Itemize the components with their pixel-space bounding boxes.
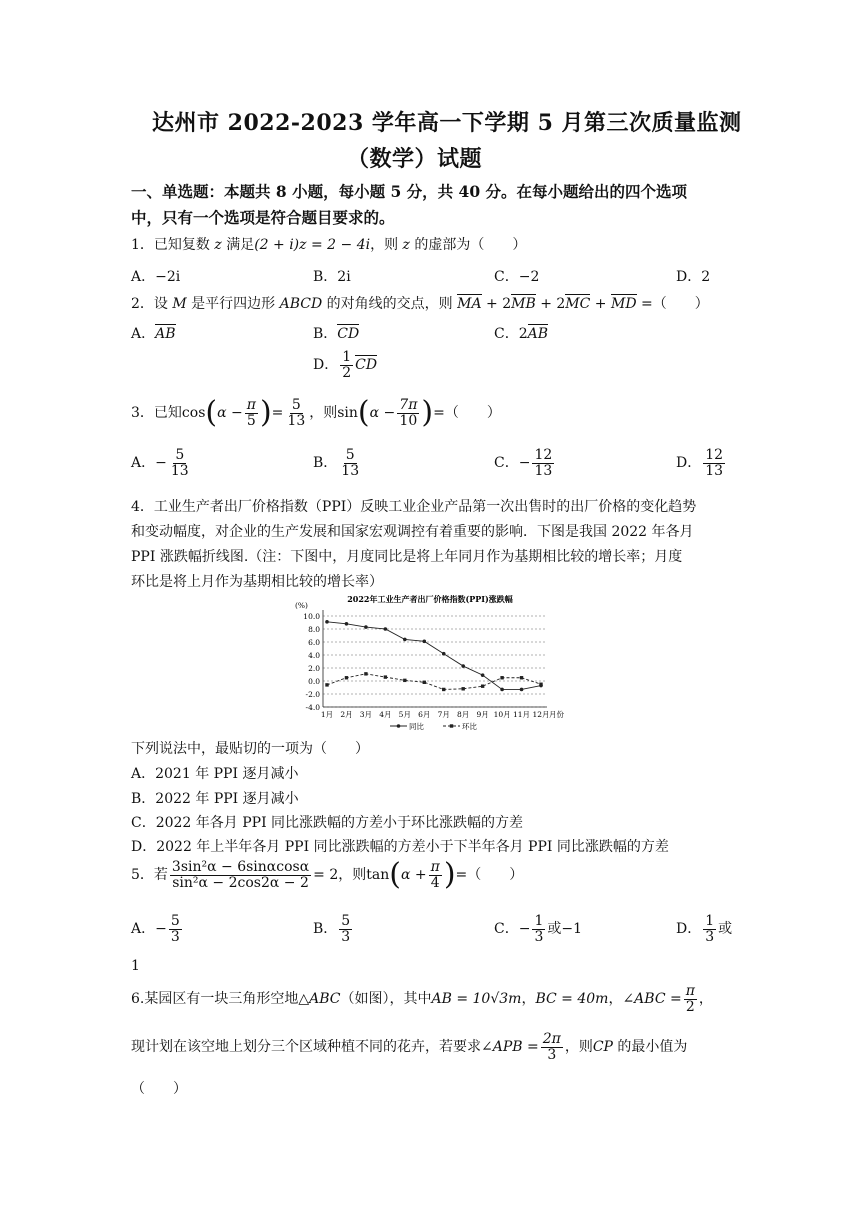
q6-comma-2: ， [608,991,623,1008]
q1-option-c: C．−2 [494,269,540,285]
question-5-stem [131,857,524,893]
q2-opt-b-label: B． [313,326,338,342]
chart-point-yoy [422,640,426,644]
chart-x-tick-label: 6月 [418,710,431,719]
q4-option-a: A．2021 年 PPI 逐月减小 [131,766,299,782]
q2-text-b: 是平行四边形 [186,296,280,312]
q5-opt-c-tail: 或−1 [547,921,583,938]
q5-opt-a-frac [169,914,182,944]
q3-paren-open: ( [205,395,218,431]
chart-x-axis-label: 月份 [549,710,564,719]
q2-var-abcd: ABCD [279,296,323,312]
q6-two: 2 [685,998,695,1015]
q3-seven-pi: 7π [399,397,418,413]
chart-x-tick-label: 5月 [398,710,411,719]
q5-opt-c-frac [532,914,545,944]
chart-point-mom [403,679,406,682]
q5-option-b [313,914,354,944]
q5-opt-a-num: 5 [170,913,180,929]
q1-option-b: B．2i [313,269,351,285]
chart-y-tick-label: 8.0 [308,625,320,634]
q2-opt-a-label: A． [131,326,156,342]
q3-five: 5 [246,412,256,429]
q3-frac-7pi-10 [397,398,419,428]
q6-text-c: 现计划在该空地上划分三个区域种植不同的花卉，若要求 [131,1039,481,1056]
q2-plus-2b: + 2 [535,296,566,312]
question-2-stem [131,293,709,313]
chart-legend-marker-yoy [397,724,401,728]
q3-text-a: 3．已知 [131,405,182,422]
chart-point-yoy [461,664,465,668]
chart-point-mom [481,685,484,688]
q2-text-a: 2．设 [131,296,173,312]
q3-frac-pi-5 [245,398,258,428]
q6-two-pi: 2π [542,1031,561,1047]
q6-cp: CP [592,1039,613,1056]
q3-opt-a-frac [169,448,191,478]
q3-alpha-1: α − [217,405,243,422]
chart-legend-marker-mom [450,724,453,727]
q6-comma-1: ， [521,991,536,1008]
chart-point-yoy [500,688,504,692]
q1-var-z2: z [402,237,410,253]
chart-legend-label-mom: 环比 [462,722,477,731]
q3-paren-close: ) [259,395,272,431]
question-6-line-3: （ ） [131,1081,187,1097]
q3-option-d [676,448,727,478]
chart-x-tick-label: 1月 [320,710,334,719]
q1-text-a: 1．已知复数 [131,237,215,253]
q2-option-b [313,323,359,343]
q3-opt-b-label: B． [313,455,338,472]
q3-opt-a-den: 13 [170,462,189,479]
q1-var-z: z [214,237,222,253]
q3-ten: 10 [399,412,418,429]
chart-x-tick-label: 11月 [513,710,531,719]
q3-opt-b-num: 5 [345,447,355,463]
chart-point-mom [423,681,426,684]
q1-text-c: ，则 [370,237,403,253]
q3-opt-d-frac [703,448,725,478]
q2-option-c [494,323,548,343]
q3-paren-open-2: ( [357,395,370,431]
q3-opt-a-sign: − [155,455,167,472]
chart-point-yoy [384,627,388,631]
q2-opt-d-frac [340,350,353,380]
q4-option-d: D．2022 年上半年各月 PPI 同比涨跌幅的方差小于下半年各月 PPI 同比涨跌幅的方差 [131,839,669,855]
q3-cos: cos [181,405,206,422]
section-heading-line-1: 一、单选题：本题共 8 小题，每小题 5 分，共 40 分。在每小题给出的四个选项 [131,182,688,201]
chart-point-mom [520,676,523,679]
chart-point-mom [461,687,464,690]
chart-x-tick-label: 3月 [359,710,373,719]
q5-opt-c-sign: − [518,921,531,938]
chart-point-mom [442,688,445,691]
q3-text-b: ，则 [309,405,338,422]
q1-option-a: A．−2i [131,269,181,285]
chart-point-mom [384,675,387,678]
q3-sin: sin [337,405,358,422]
q5-opt-b-den: 3 [341,928,351,945]
q2-opt-c-vec: AB [527,326,549,342]
q5-opt-c-label: C． [494,921,519,938]
chart-point-yoy [520,688,524,692]
q5-numerator: 3sin²α − 6sinαcosα [171,859,310,875]
q6-pi: π [685,983,695,999]
q6-text-b: （如图），其中 [340,991,432,1008]
q5-opt-b-frac [339,914,352,944]
q1-text-d: 的虚部为（ ） [409,237,527,253]
q1-equation: (2 + i)z = 2 − 4i [254,237,371,253]
chart-y-tick-label: 0.0 [308,677,320,686]
q5-option-d-wrap: 1 [131,958,140,974]
chart-x-tick-label: 2月 [340,710,353,719]
q6-ab: AB = 10√3m [431,991,522,1008]
q2-opt-a-vec: AB [155,326,176,342]
q4-option-b: B．2022 年 PPI 逐月减小 [131,791,299,807]
question-6-line-1 [131,984,713,1014]
q5-opt-b-num: 5 [341,913,351,929]
q3-opt-b-den: 13 [341,462,360,479]
q2-text-c: 的对角线的交点，则 [322,296,458,312]
chart-x-tick-label: 7月 [437,710,450,719]
q3-frac-5-13 [285,398,307,428]
q3-option-c [494,448,556,478]
q5-opt-d-tail: 或 [718,921,733,938]
chart-x-tick-label: 12月 [532,710,550,719]
q3-opt-c-num: 12 [534,447,553,463]
q5-opt-d-den: 3 [705,928,715,945]
q3-option-b [313,448,363,478]
q3-opt-c-den: 13 [534,462,553,479]
q5-opt-a-den: 3 [170,928,180,945]
q5-text-a: 5．若 [131,867,168,884]
q3-option-a [131,448,193,478]
q1-text-b: 满足 [221,237,255,253]
q2-option-a [131,323,176,343]
q5-eq2: = 2 [313,867,339,884]
chart-point-mom [345,676,348,679]
q3-tail: =（ ） [433,405,501,422]
title-line-2: （数学）试题 [347,146,483,172]
chart-x-tick-label: 8月 [457,710,470,719]
q1-option-d: D．2 [676,269,711,285]
chart-point-mom [364,672,367,675]
q5-option-a [131,914,184,944]
q4-paragraph-line-3: PPI 涨跌幅折线图.（注：下图中，月度同比是将上年同月作为基期相比较的增长率；月度 [131,549,683,565]
q4-paragraph-line-4: 环比是将上月作为基期相比较的增长率） [131,574,383,590]
chart-x-tick-label: 9月 [476,710,489,719]
q5-opt-d-num: 1 [705,913,715,929]
q6-comma-3: ， [698,991,713,1008]
q5-paren-open: ( [389,857,401,893]
chart-y-tick-label: 6.0 [308,638,320,647]
q2-opt-d-label: D． [313,357,339,374]
q5-text-b: ，则 [338,867,367,884]
q3-opt-c-frac [532,448,554,478]
q5-option-d [676,914,732,944]
q2-vec-md: MD [610,296,637,312]
q3-opt-a-num: 5 [175,447,185,463]
chart-x-tick-label: 10月 [493,710,511,719]
q3-alpha-2: α − [369,405,396,422]
q3-opt-d-den: 13 [705,462,724,479]
q6-three: 3 [547,1046,557,1063]
q3-opt-b-frac [339,448,361,478]
q5-opt-d-label: D． [676,921,702,938]
chart-title: 2022年工业生产者出厂价格指数(PPI)涨跌幅 [347,594,513,604]
q6-text-d: ，则 [564,1039,593,1056]
q2-plus-2a: + 2 [481,296,512,312]
q6-bc: BC = 40m [535,991,609,1008]
q3-d13: 13 [287,412,306,429]
q5-pi: π [430,859,440,875]
chart-y-tick-label: 10.0 [303,612,320,621]
chart-point-yoy [364,625,368,629]
chart-y-tick-label: 2.0 [308,664,320,673]
chart-y-tick-label: -2.0 [305,690,320,699]
chart-point-yoy [345,622,349,626]
chart-y-tick-label: -4.0 [305,703,320,712]
chart-point-mom [500,676,503,679]
q2-option-d [313,350,377,380]
q4-question: 下列说法中，最贴切的一项为（ ） [131,741,369,757]
q6-frac-2pi-3 [541,1032,563,1062]
chart-y-unit: (%) [295,601,308,610]
q4-paragraph-line-2: 和变动幅度，对企业的生产发展和国家宏观调控有着重要的影响．下图是我国 2022 年各月 [131,524,694,540]
q2-plus: + [590,296,611,312]
q6-text-e: 的最小值为 [612,1039,688,1056]
section-heading-line-2: 中，只有一个选项是符合题目要求的。 [131,208,395,227]
chart-point-mom [325,683,328,686]
q5-paren-close: ) [443,857,456,893]
q2-opt-d-vec: CD [355,357,378,374]
q3-opt-a-label: A． [131,455,156,472]
q5-opt-c-num: 1 [534,913,544,929]
q3-eq: = [271,405,284,422]
q6-frac-pi-2 [684,984,697,1014]
title-line-1: 达州市 2022-2023 学年高一下学期 5 月第三次质量监测 [152,110,742,136]
chart-legend-label-yoy: 同比 [409,722,424,731]
q5-opt-d-frac [703,914,716,944]
q4-paragraph-line-1: 4．工业生产者出厂价格指数（PPI）反映工业企业产品第一次出售时的出厂价格的变化趋势 [131,499,697,515]
q3-opt-c-label: C． [494,455,519,472]
chart-point-mom [539,683,542,686]
chart-series-line-mom [327,674,541,690]
q5-option-c [494,914,582,944]
q3-pi: π [246,397,256,413]
chart-point-yoy [442,652,446,656]
q2-opt-d-num: 1 [342,349,352,365]
q5-opt-c-den: 3 [534,928,544,945]
q5-opt-a-label: A． [131,921,156,938]
q2-opt-b-vec: CD [337,326,360,342]
chart-point-yoy [325,620,329,624]
q2-vec-mc: MC [565,296,591,312]
q5-opt-b-label: B． [313,921,338,938]
q5-tail: =（ ） [455,867,524,884]
q2-var-m: M [172,296,187,312]
q5-four: 4 [430,874,440,891]
q6-triangle: △ABC [298,991,341,1008]
question-6-line-2 [131,1032,687,1062]
q5-alpha: α + [400,867,427,884]
q2-opt-c-label: C．2 [494,326,528,342]
question-1-stem [131,234,526,254]
q3-paren-close-2: ) [421,395,434,431]
q6-text-a: 6.某园区有一块三角形空地 [131,991,299,1008]
q2-vec-mb: MB [511,296,536,312]
chart-y-tick-label: 4.0 [308,651,320,660]
chart-point-yoy [403,638,407,642]
q6-angle: ∠ABC = [622,991,682,1008]
chart-point-yoy [481,673,485,677]
ppi-line-chart [285,592,575,742]
q5-opt-a-sign: − [155,921,167,938]
question-3-stem [131,395,501,431]
q2-opt-d-den: 2 [342,364,352,381]
q5-tan: tan [366,867,390,884]
q5-big-frac [170,860,311,890]
q3-opt-c-sign: − [518,455,531,472]
q5-frac-pi-4 [429,860,442,890]
q3-n5: 5 [291,397,301,413]
q4-option-c: C．2022 年各月 PPI 同比涨跌幅的方差小于环比涨跌幅的方差 [131,815,524,831]
chart-series-line-yoy [327,622,541,690]
chart-x-tick-label: 4月 [379,710,392,719]
q3-opt-d-num: 12 [705,447,724,463]
q2-text-eq: =（ ） [636,296,709,312]
q2-vec-ma: MA [457,296,482,312]
q3-opt-d-label: D． [676,455,702,472]
q6-apb: ∠APB = [481,1039,539,1056]
q5-denominator: sin²α − 2cos2α − 2 [172,874,309,891]
